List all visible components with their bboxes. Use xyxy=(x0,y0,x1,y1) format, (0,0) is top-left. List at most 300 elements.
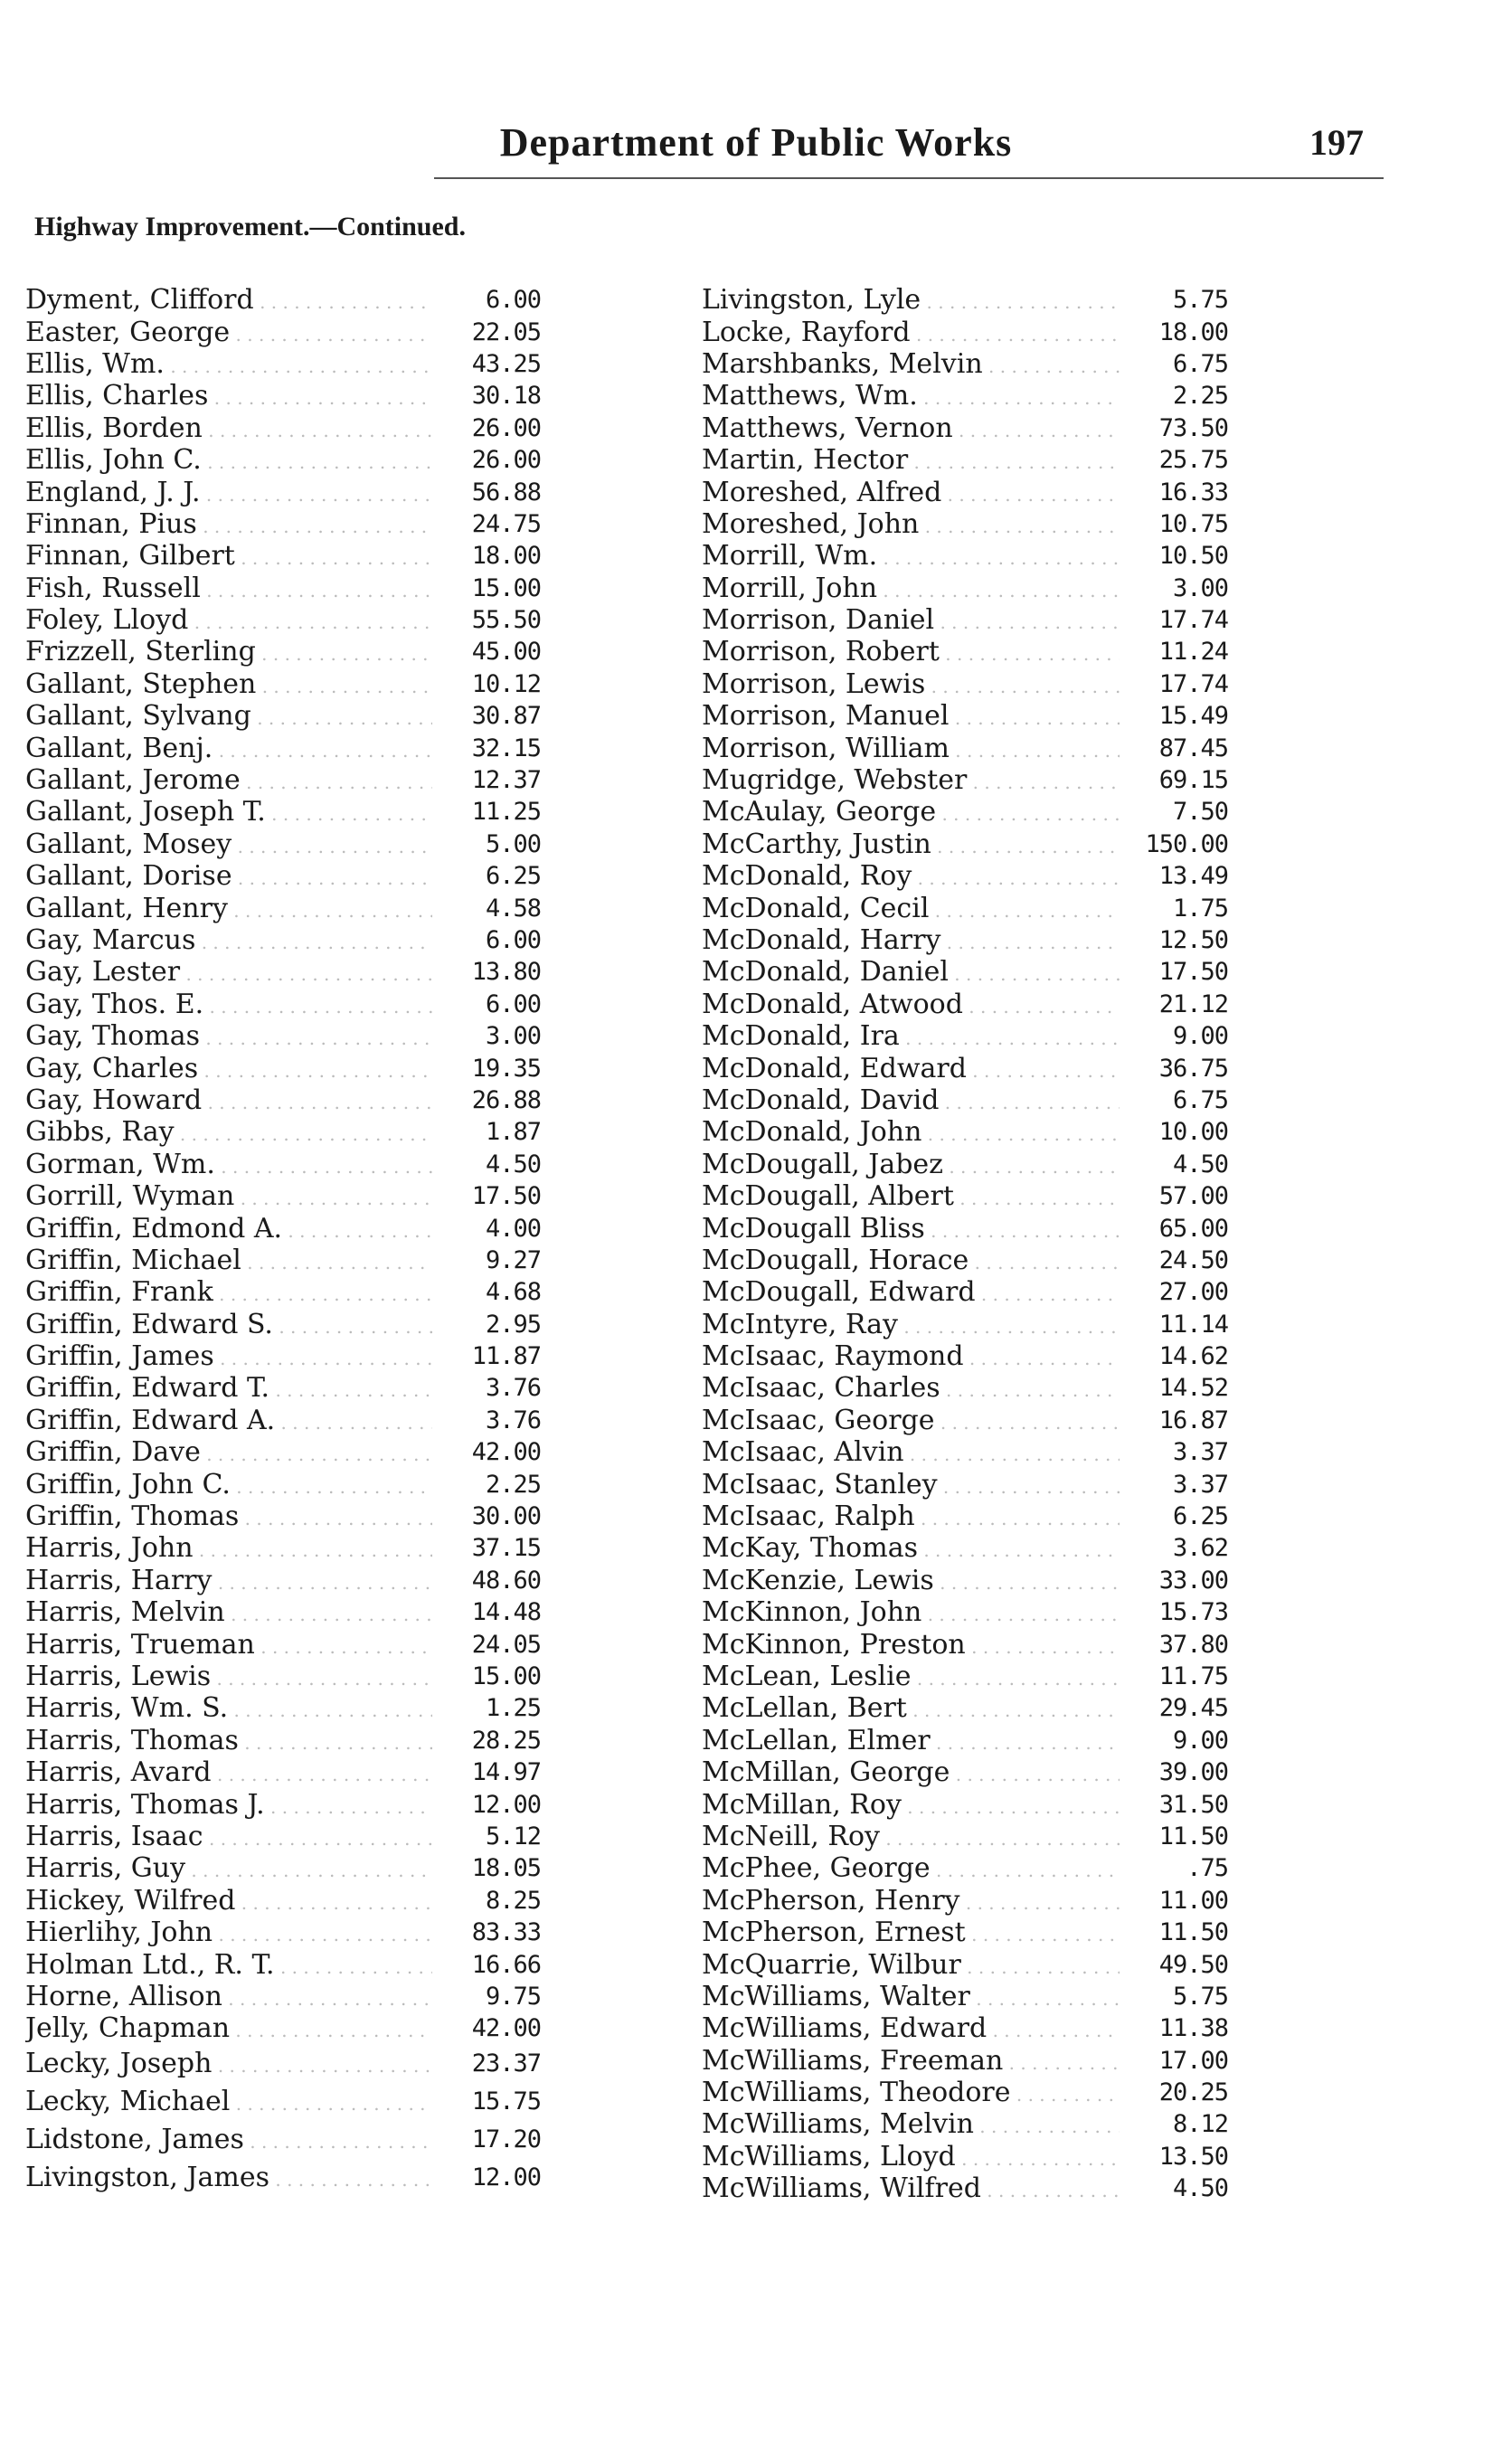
entry-amount: 9.00 xyxy=(1172,1022,1228,1051)
entry-name: Harris, Thomas J. . . . xyxy=(25,1789,432,1821)
entry-amount: 3.76 xyxy=(485,1374,541,1403)
list-item xyxy=(25,316,541,347)
list-item xyxy=(25,348,541,380)
list-item xyxy=(702,2044,1228,2076)
entry-name: McWilliams, Wilfred . . . xyxy=(702,2172,1120,2204)
entry-amount: 26.88 xyxy=(471,1085,541,1114)
entry-amount: 14.62 xyxy=(1158,1342,1228,1371)
entry-amount: 6.25 xyxy=(485,862,541,891)
entry-amount: 4.68 xyxy=(485,1278,541,1307)
entry-name: Morrison, Robert . . . xyxy=(702,636,1120,667)
entry-amount: 31.50 xyxy=(1158,1790,1228,1819)
list-item xyxy=(25,1276,541,1308)
entry-amount: 14.52 xyxy=(1158,1374,1228,1403)
entry-name: McIsaac, Raymond . . . xyxy=(702,1340,1120,1372)
entry-name: McWilliams, Melvin . . . xyxy=(702,2108,1120,2140)
entry-amount: 27.00 xyxy=(1158,1278,1228,1307)
entry-name: England, J. J. . . . xyxy=(25,477,432,508)
entry-name: McQuarrie, Wilbur . . . xyxy=(702,1949,1120,1981)
list-item xyxy=(702,412,1228,444)
list-item xyxy=(25,1116,541,1148)
entry-name: Lecky, Michael . . . xyxy=(25,2086,432,2117)
entry-amount: 10.50 xyxy=(1158,542,1228,571)
list-item xyxy=(25,476,541,507)
entry-amount: 42.00 xyxy=(471,1438,541,1467)
entry-name: McIsaac, Alvin . . . xyxy=(702,1436,1120,1468)
entry-name: McKinnon, John . . . xyxy=(702,1596,1120,1628)
list-item xyxy=(25,1981,541,2012)
right-column xyxy=(702,284,1228,2204)
entry-name: McPherson, Henry . . . xyxy=(702,1885,1120,1917)
entry-amount: 29.45 xyxy=(1158,1694,1228,1723)
list-item xyxy=(702,828,1228,860)
list-item xyxy=(702,2141,1228,2172)
entry-amount: 32.15 xyxy=(471,734,541,762)
entry-amount: 17.74 xyxy=(1158,669,1228,698)
list-item xyxy=(25,700,541,732)
list-item xyxy=(25,2012,541,2044)
entry-name: Moreshed, John . . . xyxy=(702,508,1120,540)
entry-amount: 15.49 xyxy=(1158,702,1228,731)
entry-amount: 65.00 xyxy=(1158,1214,1228,1243)
entry-name: Harris, Wm. S. . . . xyxy=(25,1692,432,1724)
list-item xyxy=(702,573,1228,604)
entry-amount: 2.95 xyxy=(485,1310,541,1339)
entry-amount: 26.00 xyxy=(471,413,541,442)
entry-amount: 3.37 xyxy=(1172,1470,1228,1499)
entry-amount: 18.00 xyxy=(1158,317,1228,346)
entry-amount: 21.12 xyxy=(1158,989,1228,1018)
list-item xyxy=(25,1084,541,1116)
list-item xyxy=(25,1628,541,1660)
entry-name: McDonald, David . . . xyxy=(702,1084,1120,1116)
entry-amount: 11.87 xyxy=(471,1342,541,1371)
entry-name: Gibbs, Ray . . . xyxy=(25,1116,432,1148)
list-item xyxy=(25,1500,541,1532)
entry-name: McIsaac, George . . . xyxy=(702,1405,1120,1436)
entry-amount: 2.25 xyxy=(485,1470,541,1499)
entry-name: Harris, Isaac . . . xyxy=(25,1821,432,1852)
entry-amount: 14.48 xyxy=(471,1598,541,1627)
list-item xyxy=(702,860,1228,892)
list-item xyxy=(25,668,541,700)
list-item xyxy=(702,764,1228,796)
entry-name: McIntyre, Ray . . . xyxy=(702,1309,1120,1340)
list-item xyxy=(25,1725,541,1756)
entry-amount: 19.35 xyxy=(471,1054,541,1083)
entry-name: Finnan, Pius . . . xyxy=(25,508,432,540)
entry-name: McLean, Leslie . . . xyxy=(702,1661,1120,1692)
entry-amount: 9.75 xyxy=(485,1982,541,2011)
entry-amount: 12.37 xyxy=(471,766,541,795)
entry-name: Griffin, Edward A. . . . xyxy=(25,1405,432,1436)
entry-name: Harris, Lewis . . . xyxy=(25,1661,432,1692)
left-column xyxy=(25,284,541,2196)
list-item xyxy=(25,1436,541,1468)
entry-amount: 18.05 xyxy=(471,1854,541,1883)
entry-amount: 11.25 xyxy=(471,798,541,827)
entry-name: Morrill, John . . . xyxy=(702,573,1120,604)
entry-name: Gay, Marcus . . . xyxy=(25,924,432,956)
entry-name: McLellan, Elmer . . . xyxy=(702,1725,1120,1756)
entry-amount: 73.50 xyxy=(1158,413,1228,442)
list-item xyxy=(702,1917,1228,1948)
list-item xyxy=(25,2158,541,2196)
list-item xyxy=(702,924,1228,956)
list-item xyxy=(25,1309,541,1340)
entry-name: McCarthy, Justin . . . xyxy=(702,828,1120,860)
list-item xyxy=(25,1405,541,1436)
entry-amount: 43.25 xyxy=(471,349,541,378)
entry-name: McDonald, Harry . . . xyxy=(702,924,1120,956)
entry-amount: 7.50 xyxy=(1172,798,1228,827)
entry-name: Hierlihy, John . . . xyxy=(25,1917,432,1948)
entry-amount: 9.27 xyxy=(485,1245,541,1274)
list-item xyxy=(702,700,1228,732)
list-item xyxy=(702,1116,1228,1148)
entry-name: McDougall, Horace . . . xyxy=(702,1245,1120,1276)
entry-name: Gay, Charles . . . xyxy=(25,1053,432,1084)
entry-amount: 22.05 xyxy=(471,317,541,346)
entry-amount: 11.14 xyxy=(1158,1310,1228,1339)
entry-name: Morrison, Manuel . . . xyxy=(702,700,1120,732)
entry-name: Gallant, Stephen . . . xyxy=(25,668,432,700)
entry-amount: 18.00 xyxy=(471,542,541,571)
list-item xyxy=(702,796,1228,828)
entry-name: Griffin, Edward S. . . . xyxy=(25,1309,432,1340)
entry-amount: 6.00 xyxy=(485,989,541,1018)
entry-amount: .75 xyxy=(1186,1854,1228,1883)
entry-amount: 30.87 xyxy=(471,702,541,731)
entry-amount: 16.87 xyxy=(1158,1406,1228,1434)
entry-amount: 1.75 xyxy=(1172,894,1228,923)
list-item xyxy=(702,1084,1228,1116)
list-item xyxy=(702,2077,1228,2108)
entry-name: Griffin, Edmond A. . . . xyxy=(25,1213,432,1245)
entry-amount: 13.49 xyxy=(1158,862,1228,891)
list-item xyxy=(702,1052,1228,1084)
entry-amount: 11.50 xyxy=(1158,1918,1228,1947)
entry-name: McKenzie, Lewis . . . xyxy=(702,1565,1120,1596)
entry-name: Ellis, Charles . . . xyxy=(25,380,432,412)
list-item xyxy=(25,540,541,572)
list-item xyxy=(25,573,541,604)
list-item xyxy=(25,1885,541,1917)
list-item xyxy=(25,1372,541,1404)
entry-amount: 6.00 xyxy=(485,286,541,315)
entry-name: McIsaac, Stanley . . . xyxy=(702,1469,1120,1500)
entry-amount: 56.88 xyxy=(471,478,541,506)
entry-name: McDonald, John . . . xyxy=(702,1116,1120,1148)
list-item xyxy=(702,508,1228,540)
entry-amount: 15.00 xyxy=(471,1661,541,1690)
entry-name: McDougall, Jabez . . . xyxy=(702,1149,1120,1180)
list-item xyxy=(25,1756,541,1788)
entry-name: McIsaac, Ralph . . . xyxy=(702,1500,1120,1532)
entry-amount: 30.18 xyxy=(471,382,541,411)
list-item xyxy=(702,1692,1228,1724)
entry-amount: 83.33 xyxy=(471,1918,541,1947)
entry-name: McDonald, Ira . . . xyxy=(702,1020,1120,1052)
list-item xyxy=(702,1372,1228,1404)
entry-name: Gay, Howard . . . xyxy=(25,1084,432,1116)
entry-name: McDonald, Edward . . . xyxy=(702,1053,1120,1084)
entry-amount: 12.50 xyxy=(1158,926,1228,954)
list-item xyxy=(25,828,541,860)
entry-name: Gallant, Benj. . . . xyxy=(25,733,432,764)
list-item xyxy=(702,1309,1228,1340)
entry-name: Morrison, Daniel . . . xyxy=(702,604,1120,636)
entry-amount: 11.75 xyxy=(1158,1661,1228,1690)
list-item xyxy=(25,636,541,667)
page-number: 197 xyxy=(1309,122,1364,163)
entry-amount: 5.75 xyxy=(1172,286,1228,315)
entry-name: Morrison, Lewis . . . xyxy=(702,668,1120,700)
list-item xyxy=(702,1852,1228,1884)
entry-amount: 8.25 xyxy=(485,1886,541,1915)
list-item xyxy=(25,2082,541,2120)
entry-amount: 5.12 xyxy=(485,1822,541,1850)
entry-amount: 69.15 xyxy=(1158,766,1228,795)
entry-name: Hickey, Wilfred . . . xyxy=(25,1885,432,1917)
entry-name: Gallant, Joseph T. . . . xyxy=(25,796,432,828)
list-item xyxy=(25,924,541,956)
entry-amount: 6.75 xyxy=(1172,349,1228,378)
list-item xyxy=(25,412,541,444)
entry-amount: 30.00 xyxy=(471,1502,541,1531)
entry-name: Fish, Russell . . . xyxy=(25,573,432,604)
list-item xyxy=(702,1981,1228,2012)
entry-name: McDougall, Edward . . . xyxy=(702,1276,1120,1308)
entry-amount: 11.24 xyxy=(1158,638,1228,667)
list-item xyxy=(25,1948,541,1980)
list-item xyxy=(702,2172,1228,2204)
entry-amount: 24.75 xyxy=(471,509,541,538)
section-heading: Highway Improvement.—Continued. xyxy=(34,212,466,241)
entry-amount: 2.25 xyxy=(1172,382,1228,411)
entry-name: Horne, Allison . . . xyxy=(25,1981,432,2012)
entry-name: Griffin, Dave . . . xyxy=(25,1436,432,1468)
list-item xyxy=(25,956,541,988)
entry-name: Griffin, Thomas . . . xyxy=(25,1500,432,1532)
entry-name: Gallant, Sylvang . . . xyxy=(25,700,432,732)
entry-amount: 4.50 xyxy=(485,1150,541,1178)
entry-amount: 49.50 xyxy=(1158,1950,1228,1979)
entry-amount: 3.00 xyxy=(485,1022,541,1051)
list-item xyxy=(702,1565,1228,1596)
list-item xyxy=(25,1020,541,1052)
entry-amount: 15.73 xyxy=(1158,1598,1228,1627)
entry-name: Gallant, Mosey . . . xyxy=(25,828,432,860)
entry-amount: 33.00 xyxy=(1158,1566,1228,1595)
entry-name: Holman Ltd., R. T. . . . xyxy=(25,1949,432,1981)
entry-amount: 4.58 xyxy=(485,894,541,923)
list-item xyxy=(702,348,1228,380)
entry-name: McWilliams, Walter . . . xyxy=(702,1981,1120,2012)
list-item xyxy=(702,1788,1228,1820)
list-item xyxy=(702,2108,1228,2140)
list-item xyxy=(702,604,1228,636)
list-item xyxy=(702,989,1228,1020)
list-item xyxy=(702,1885,1228,1917)
entry-name: Mugridge, Webster . . . xyxy=(702,764,1120,796)
list-item xyxy=(702,1340,1228,1372)
list-item xyxy=(702,892,1228,923)
entry-name: McWilliams, Lloyd . . . xyxy=(702,2141,1120,2172)
entry-amount: 14.97 xyxy=(471,1758,541,1787)
page-title: Department of Public Works xyxy=(499,120,1013,165)
entry-name: McKay, Thomas . . . xyxy=(702,1532,1120,1564)
list-item xyxy=(25,732,541,763)
list-item xyxy=(702,444,1228,476)
entry-amount: 45.00 xyxy=(471,638,541,667)
entry-name: Harris, Guy . . . xyxy=(25,1852,432,1884)
entry-name: Harris, Avard . . . xyxy=(25,1756,432,1788)
entry-name: Matthews, Vernon . . . xyxy=(702,412,1120,444)
entry-amount: 23.37 xyxy=(471,2049,541,2078)
list-item xyxy=(702,1468,1228,1500)
entry-amount: 16.33 xyxy=(1158,478,1228,506)
entry-amount: 4.50 xyxy=(1172,1150,1228,1178)
list-item xyxy=(25,1052,541,1084)
entry-name: Livingston, James . . . xyxy=(25,2162,432,2193)
entry-name: McIsaac, Charles . . . xyxy=(702,1372,1120,1404)
entry-amount: 16.66 xyxy=(471,1950,541,1979)
entry-name: McKinnon, Preston . . . xyxy=(702,1629,1120,1661)
entry-amount: 42.00 xyxy=(471,2014,541,2043)
entry-amount: 55.50 xyxy=(471,606,541,635)
list-item xyxy=(702,1628,1228,1660)
entry-amount: 36.75 xyxy=(1158,1054,1228,1083)
entry-amount: 3.37 xyxy=(1172,1438,1228,1467)
entry-amount: 17.50 xyxy=(471,1182,541,1211)
entry-name: Griffin, Frank . . . xyxy=(25,1276,432,1308)
list-item xyxy=(25,989,541,1020)
entry-amount: 6.25 xyxy=(1172,1502,1228,1531)
entry-amount: 8.12 xyxy=(1172,2110,1228,2139)
entry-name: Griffin, John C. . . . xyxy=(25,1469,432,1500)
entry-name: Gallant, Dorise . . . xyxy=(25,860,432,892)
list-item xyxy=(702,476,1228,507)
entry-name: Gay, Thomas . . . xyxy=(25,1020,432,1052)
entry-amount: 37.15 xyxy=(471,1534,541,1563)
entry-name: Foley, Lloyd . . . xyxy=(25,604,432,636)
entry-amount: 5.00 xyxy=(485,829,541,858)
entry-name: Harris, Thomas . . . xyxy=(25,1725,432,1756)
list-item xyxy=(702,1020,1228,1052)
entry-name: Harris, John . . . xyxy=(25,1532,432,1564)
list-item xyxy=(702,1149,1228,1180)
list-item xyxy=(702,1180,1228,1212)
entry-name: McDonald, Roy . . . xyxy=(702,860,1120,892)
list-item xyxy=(702,1948,1228,1980)
entry-name: McWilliams, Freeman . . . xyxy=(702,2045,1120,2077)
entry-name: McDougall Bliss . . . xyxy=(702,1213,1120,1245)
entry-amount: 1.87 xyxy=(485,1118,541,1147)
entry-amount: 12.00 xyxy=(471,1790,541,1819)
entry-amount: 17.20 xyxy=(471,2125,541,2153)
entry-name: McDougall, Albert . . . xyxy=(702,1180,1120,1212)
list-item xyxy=(25,604,541,636)
entry-name: Gallant, Henry . . . xyxy=(25,893,432,924)
list-item xyxy=(702,1276,1228,1308)
entry-name: Morrill, Wm. . . . xyxy=(702,540,1120,572)
entry-name: Livingston, Lyle . . . xyxy=(702,284,1120,316)
entry-name: McWilliams, Edward . . . xyxy=(702,2012,1120,2044)
entry-name: McLellan, Bert . . . xyxy=(702,1692,1120,1724)
list-item xyxy=(25,1340,541,1372)
entry-amount: 48.60 xyxy=(471,1566,541,1595)
entry-name: Harris, Harry . . . xyxy=(25,1565,432,1596)
entry-amount: 3.62 xyxy=(1172,1534,1228,1563)
entry-amount: 17.74 xyxy=(1158,606,1228,635)
list-item xyxy=(702,1212,1228,1244)
list-item xyxy=(25,284,541,316)
entry-amount: 11.38 xyxy=(1158,2014,1228,2043)
list-item xyxy=(702,2012,1228,2044)
list-item xyxy=(25,508,541,540)
entry-amount: 12.00 xyxy=(471,2163,541,2191)
entry-amount: 150.00 xyxy=(1145,829,1228,858)
list-item xyxy=(25,380,541,412)
entry-amount: 9.00 xyxy=(1172,1726,1228,1755)
entry-name: Ellis, John C. . . . xyxy=(25,444,432,476)
entry-name: Locke, Rayford . . . xyxy=(702,317,1120,348)
list-item xyxy=(702,1532,1228,1564)
list-item xyxy=(702,636,1228,667)
entry-name: Harris, Melvin . . . xyxy=(25,1596,432,1628)
entry-amount: 20.25 xyxy=(1158,2078,1228,2107)
entry-name: Morrison, William . . . xyxy=(702,733,1120,764)
list-item xyxy=(702,1405,1228,1436)
entry-amount: 13.50 xyxy=(1158,2142,1228,2171)
entry-name: McAulay, George . . . xyxy=(702,796,1120,828)
list-item xyxy=(25,2120,541,2158)
entry-name: Moreshed, Alfred . . . xyxy=(702,477,1120,508)
list-item xyxy=(702,1245,1228,1276)
entry-name: McDonald, Atwood . . . xyxy=(702,989,1120,1020)
list-item xyxy=(25,444,541,476)
list-item xyxy=(25,1212,541,1244)
list-item xyxy=(25,764,541,796)
entry-name: Gallant, Jerome . . . xyxy=(25,764,432,796)
list-item xyxy=(702,1436,1228,1468)
entry-amount: 15.75 xyxy=(471,2087,541,2115)
list-item xyxy=(702,1821,1228,1852)
list-item xyxy=(702,1500,1228,1532)
list-item xyxy=(25,1852,541,1884)
entry-name: Gorrill, Wyman . . . xyxy=(25,1180,432,1212)
entry-name: Finnan, Gilbert . . . xyxy=(25,540,432,572)
list-item xyxy=(702,284,1228,316)
entry-amount: 39.00 xyxy=(1158,1758,1228,1787)
entry-amount: 4.00 xyxy=(485,1214,541,1243)
entry-name: Easter, George . . . xyxy=(25,317,432,348)
entry-amount: 10.00 xyxy=(1158,1118,1228,1147)
list-item xyxy=(25,1532,541,1564)
entry-name: McPherson, Ernest . . . xyxy=(702,1917,1120,1948)
entry-name: Griffin, Michael . . . xyxy=(25,1245,432,1276)
entry-name: Lidstone, James . . . xyxy=(25,2124,432,2155)
header-rule xyxy=(434,177,1384,179)
entry-name: Griffin, James . . . xyxy=(25,1340,432,1372)
entry-amount: 11.50 xyxy=(1158,1822,1228,1850)
entry-amount: 3.00 xyxy=(1172,573,1228,602)
list-item xyxy=(702,316,1228,347)
entry-amount: 37.80 xyxy=(1158,1630,1228,1659)
list-item xyxy=(25,1821,541,1852)
entry-amount: 25.75 xyxy=(1158,446,1228,475)
